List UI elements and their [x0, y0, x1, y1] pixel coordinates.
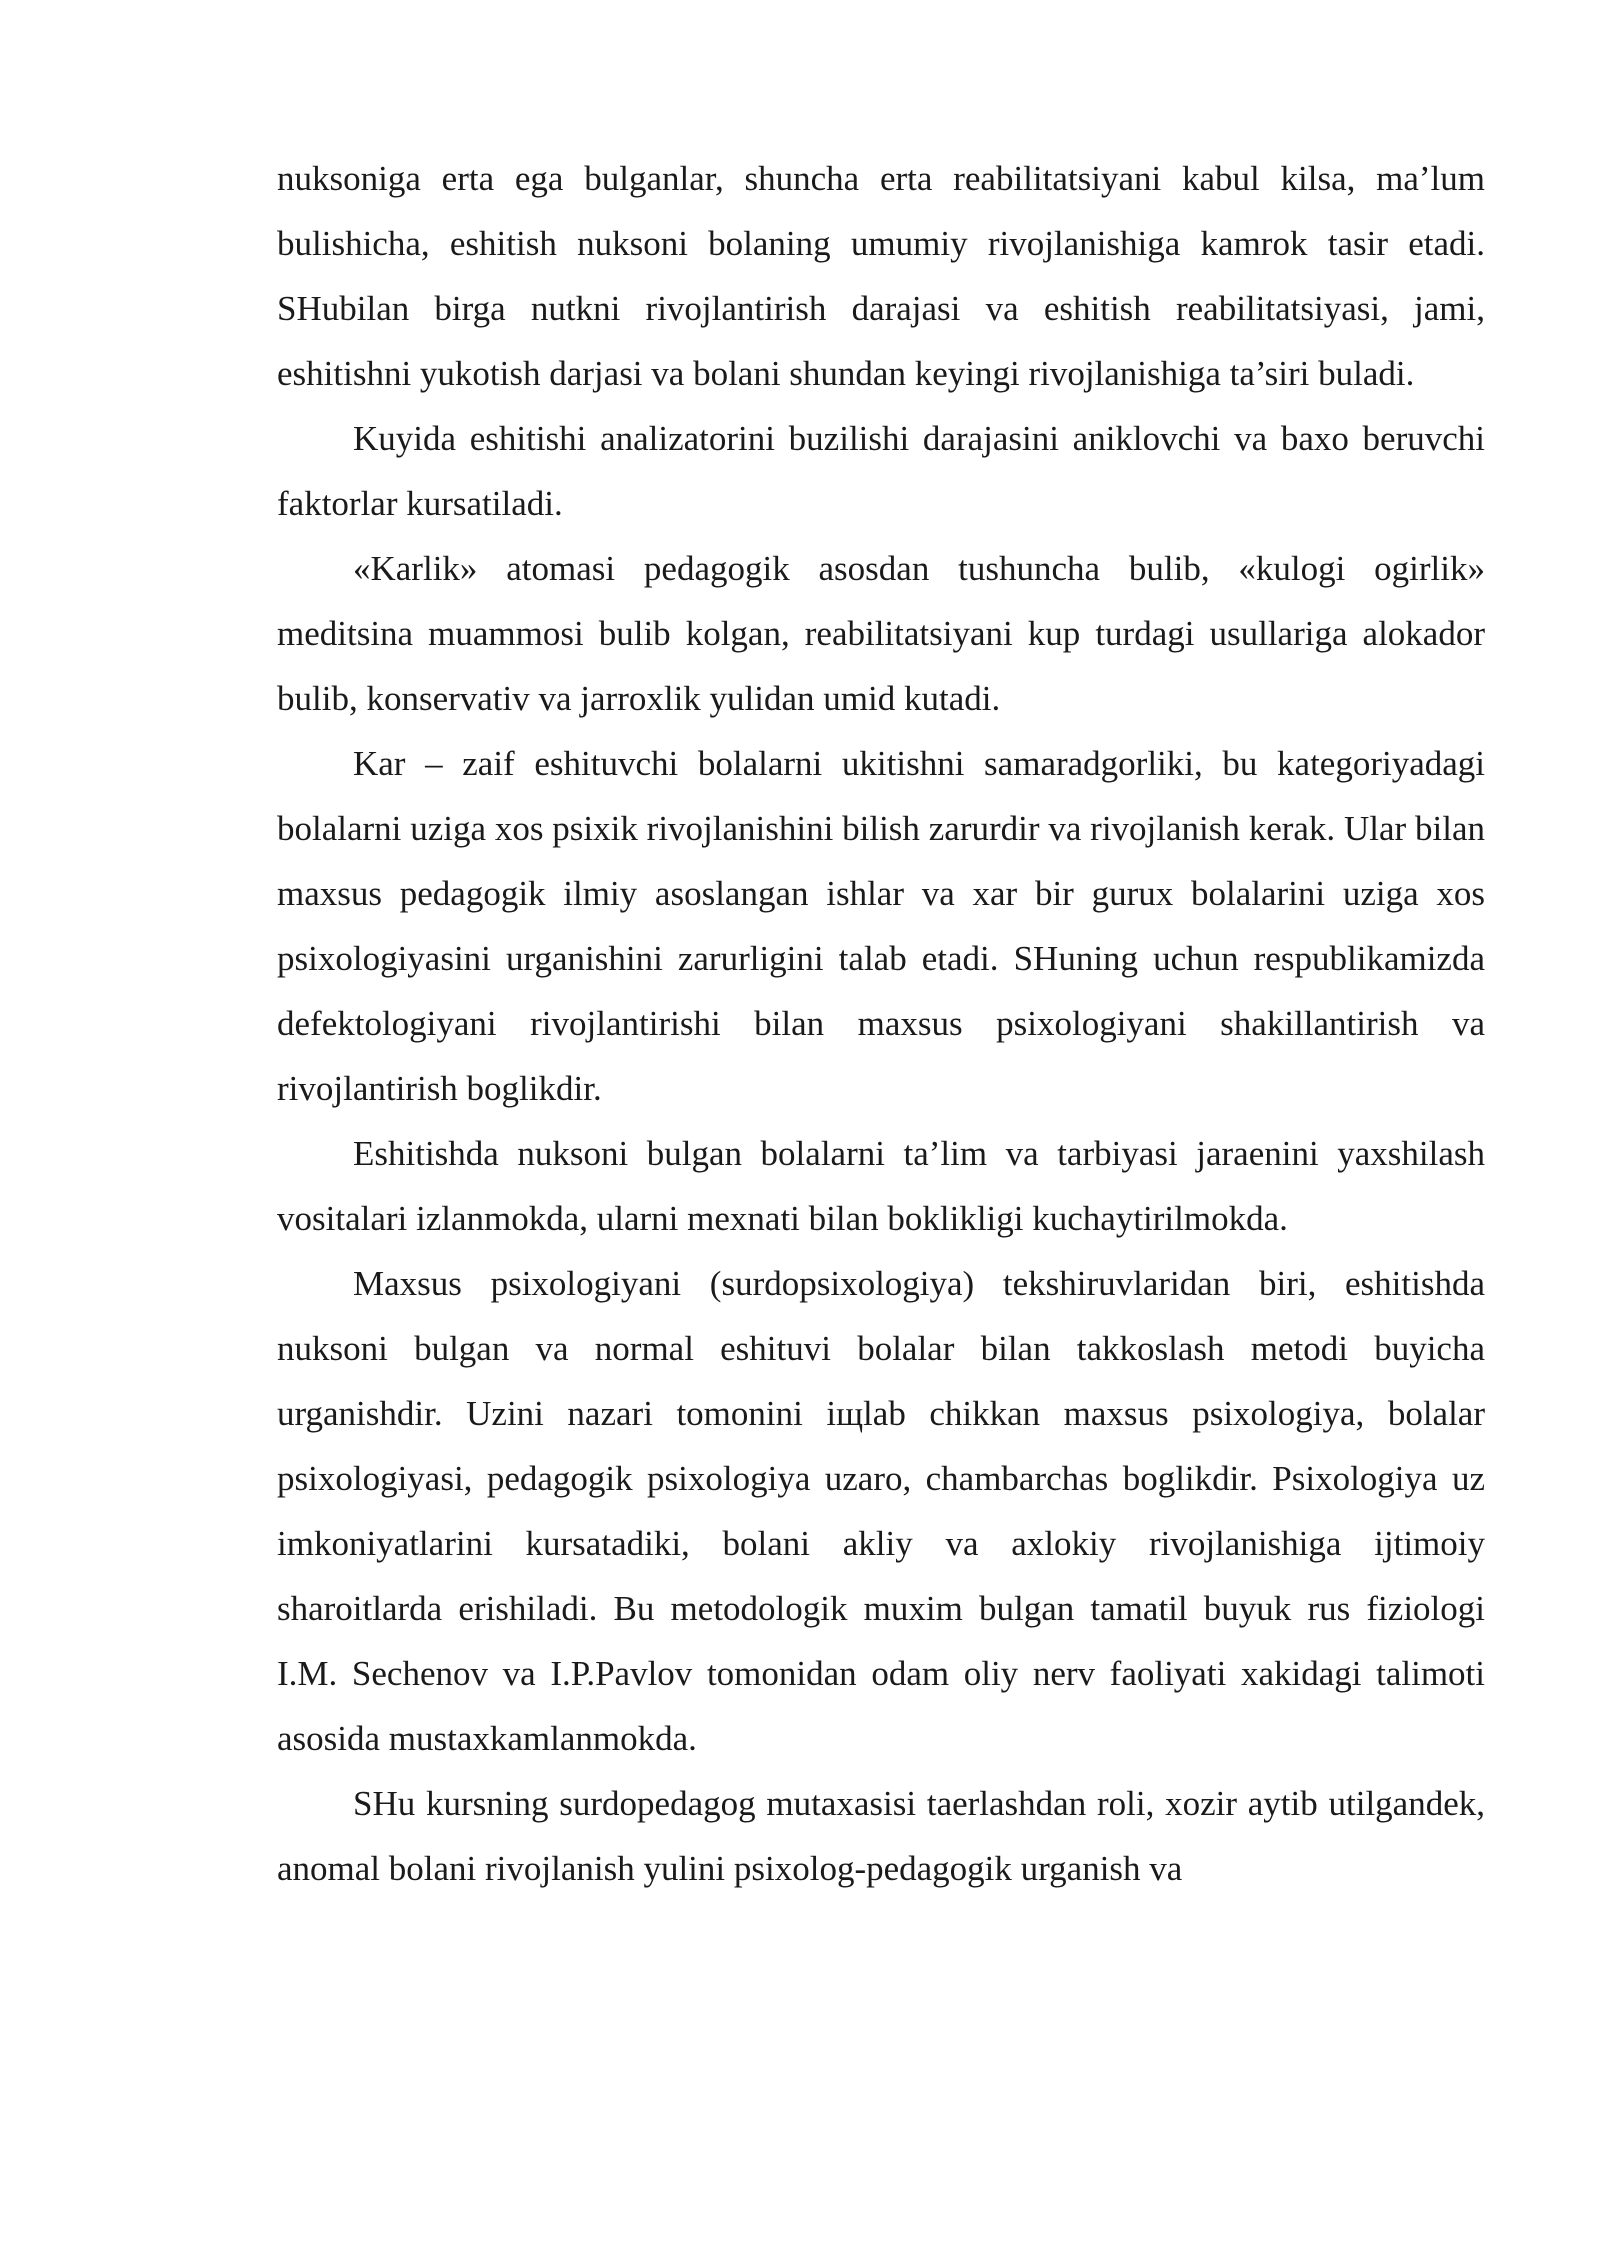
paragraph-3: «Karlik» atomasi pedagogik asosdan tushuncha bulib, «kulogi ogirlik» meditsina muammosi bulib kolgan, reabilitatsiyani kup turdagi usullariga alokador bulib, konservativ va jarroxlik yulidan umid kutadi. — [277, 549, 1485, 718]
paragraph-1: nuksoniga erta ega bulganlar, shuncha erta reabilitatsiyani kabul kilsa, ma’lum bulishicha, eshitish nuksoni bolaning umumiy rivojlanishiga kamrok tasir etadi. SHubilan birga nutkni rivojlantirish darajasi va eshitish reabilitatsiyasi, jami, eshitishni yukotish darjasi va bolani shundan keyingi rivojlanishiga ta’siri buladi. — [277, 159, 1485, 393]
paragraph-7: SHu kursning surdopedagog mutaxasisi taerlashdan roli, xozir aytib utilgandek, anomal bolani rivojlanish yulini psixolog-pedagogik urganish va — [277, 1784, 1485, 1888]
paragraph-2: Kuyida eshitishi analizatorini buzilishi darajasini aniklovchi va baxo beruvchi faktorlar kursatiladi. — [277, 419, 1485, 523]
paragraph-6: Maxsus psixologiyani (surdopsixologiya) tekshiruvlaridan biri, eshitishda nuksoni bulgan va normal eshituvi bolalar bilan takkoslash metodi buyicha urganishdir. Uzini nazari tomonini iщlab chikkan maxsus psixologiya, bolalar psixologiyasi, pedagogik psixologiya uzaro, chambarchas boglikdir. Psixologiya uz imkoniyatlarini kursatadiki, bolani akliy va axlokiy rivojlanishiga ijtimoiy sharoitlarda erishiladi. Bu metodologik muxim bulgan tamatil buyuk rus fiziologi I.M. Sechenov va I.P.Pavlov tomonidan odam oliy nerv faoliyati xakidagi talimoti asosida mustaxkamlanmokda. — [277, 1264, 1485, 1758]
paragraph-5: Eshitishda nuksoni bulgan bolalarni ta’lim va tarbiyasi jaraenini yaxshilash vositalari izlanmokda, ularni mexnati bilan boklikligi kuchaytirilmokda. — [277, 1134, 1485, 1238]
body-text — [277, 146, 1485, 1901]
paragraph-4: Kar – zaif eshituvchi bolalarni ukitishni samaradgorliki, bu kategoriyadagi bolalarni uziga xos psixik rivojlanishini bilish zarurdir va rivojlanish kerak. Ular bilan maxsus pedagogik ilmiy asoslangan ishlar va xar bir gurux bolalarini uziga xos psixologiyasini urganishini zarurligini talab etadi. SHuning uchun respublikamizda defektologiyani rivojlantirishi bilan maxsus psixologiyani shakillantirish va rivojlantirish boglikdir. — [277, 744, 1485, 1108]
